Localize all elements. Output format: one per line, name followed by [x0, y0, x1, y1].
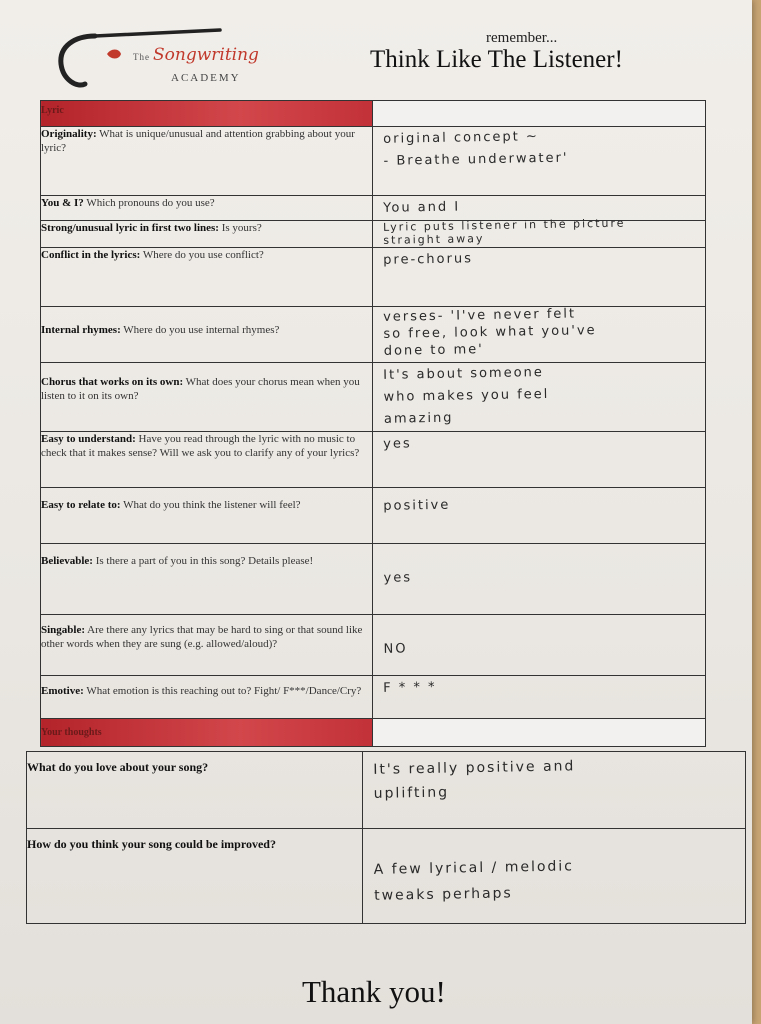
question-label: Singable: [41, 624, 86, 636]
table-row [41, 488, 706, 544]
question-text: What is unique/unusual and attention grabbing about your lyric? [41, 128, 355, 154]
handwritten-answer: A few lyrical / melodic tweaks perhaps [373, 835, 575, 904]
question-label: What do you love about your song? [27, 760, 209, 774]
handwritten-answer: F * * * [383, 679, 437, 696]
handwritten-answer: positive [383, 497, 451, 514]
table-row [41, 127, 706, 196]
lyric-checklist-table [40, 100, 706, 747]
table-row [27, 752, 746, 829]
table-row [41, 432, 706, 488]
question-label: Strong/unusual lyric in first two lines: [41, 222, 219, 234]
table-row [41, 615, 706, 676]
handwritten-answer: pre-chorus [383, 251, 474, 268]
question-label: Originality: [41, 128, 97, 140]
handwritten-answer: yes [383, 436, 412, 452]
question-text: Which pronouns do you use? [83, 197, 215, 209]
table-row [41, 363, 706, 432]
table-row [41, 248, 706, 307]
question-label: Internal rhymes: [41, 324, 121, 336]
question-label: Easy to understand: [41, 433, 136, 445]
question-label: Believable: [41, 555, 93, 567]
section-header-row [41, 719, 706, 747]
remember-text: remember... [486, 30, 558, 46]
question-text: Is there a part of you in this song? Details please! [92, 555, 314, 567]
songwriting-academy-logo [55, 24, 259, 94]
question-label: You & I? [41, 197, 84, 209]
logo-academy: ACADEMY [171, 72, 241, 84]
your-thoughts-table [26, 751, 746, 924]
section-title-thoughts: Your thoughts [41, 719, 373, 747]
handwritten-answer: It's about someone who makes you feel amazing [383, 365, 550, 427]
handwritten-answer: verses- 'I've never felt so free, look what you've done to me' [383, 306, 597, 359]
table-row [41, 676, 706, 719]
question-text: Where do you use conflict? [140, 249, 264, 261]
question-text: What emotion is this reaching out to? Fight/ F***/Dance/Cry? [83, 685, 362, 697]
logo-prefix: The [133, 52, 150, 62]
question-label: Easy to relate to: [41, 499, 121, 511]
question-label: How do you think your song could be improved? [27, 837, 276, 851]
handwritten-answer: yes [383, 548, 413, 586]
question-text: What do you think the listener will feel? [120, 499, 301, 511]
logo-brand: Songwriting [153, 45, 259, 65]
question-text: What does your chorus mean when you listen to it on its own? [41, 376, 360, 402]
table-row [41, 307, 706, 363]
question-text: Have you read through the lyric with no music to check that it makes sense? Will we ask you to clarify any of your lyrics? [41, 433, 360, 459]
section-title-lyric: Lyric [41, 101, 373, 127]
handwritten-answer: NO [383, 619, 408, 657]
question-text: Where do you use internal rhymes? [120, 324, 280, 336]
handwritten-answer: original concept ~ - Breathe underwater' [383, 129, 569, 169]
handwritten-answer: Lyric puts listener in the picture straight away [382, 216, 626, 247]
thank-you-text: Thank you! [302, 974, 446, 1009]
question-text: Are there any lyrics that may be hard to sing or that sound like other words when they are sung (e.g. allowed/aloud)? [41, 624, 363, 650]
question-label: Conflict in the lyrics: [41, 249, 141, 261]
question-label: Emotive: [41, 685, 84, 697]
table-row [41, 544, 706, 615]
table-row [27, 829, 746, 924]
question-label: Chorus that works on its own: [41, 376, 184, 388]
page-title: Think Like The Listener! [370, 46, 623, 73]
handwritten-answer: It's really positive and uplifting [373, 758, 576, 802]
question-text: Is yours? [218, 222, 262, 234]
handwritten-answer: You and I [383, 199, 461, 216]
